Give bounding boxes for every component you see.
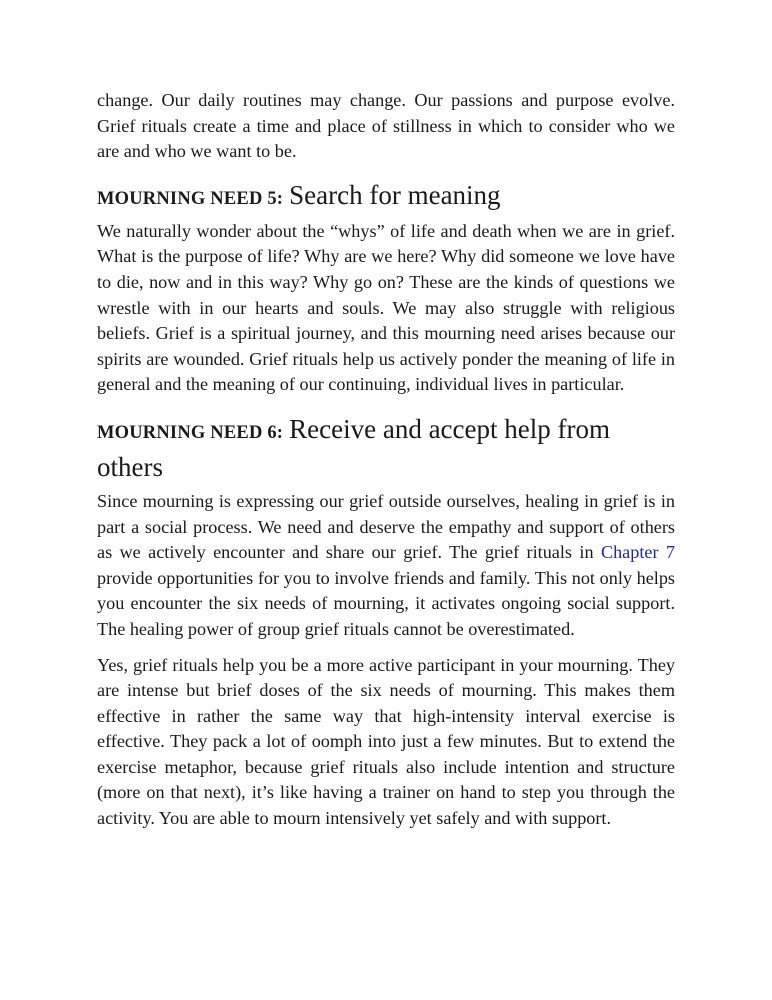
heading-title: Receive and accept help from others bbox=[97, 413, 610, 482]
need-6-text-end: provide opportunities for you to involve friends and family. This not only helps you encounter the six needs of mourning, it activates ongoing social support. The healing power of group grief rituals cannot be overestimated. bbox=[97, 567, 675, 639]
chapter-7-link[interactable]: Chapter 7 bbox=[600, 542, 675, 563]
closing-paragraph: Yes, grief rituals help you be a more active participant in your mourning. They are intense but brief doses of the six needs of mourning. This makes them effective in rather the same way that high-intensity interval exercise is effective. They pack a lot of oomph into just a few minutes. But to extend the exercise metaphor, because grief rituals also include intention and structure (more on that next), it’s like having a trainer on hand to step you through the activity. You are able to mourn intensively yet safely and with support. bbox=[97, 654, 675, 829]
section-heading-need-5 bbox=[97, 178, 675, 216]
heading-prefix: MOURNING NEED 5: bbox=[97, 188, 284, 209]
intro-paragraph: change. Our daily routines may change. Our passions and purpose evolve. Grief rituals create a time and place of stillness in which to consider who we are and who we want to be. bbox=[97, 90, 675, 162]
need-5-paragraph: We naturally wonder about the “whys” of life and death when we are in grief. What is the purpose of life? Why are we here? Why did someone we love have to die, now and in this way? Why go on? These are the kinds of questions we wrestle with in our hearts and souls. We may also struggle with religious beliefs. Grief is a spiritual journey, and this mourning need arises because our spirits are wounded. Grief rituals help us actively ponder the meaning of life in general and the meaning of our continuing, individual lives in particular. bbox=[97, 220, 675, 395]
heading-title: Search for meaning bbox=[289, 179, 501, 210]
section-heading-need-6 bbox=[97, 412, 675, 486]
need-6-paragraph bbox=[97, 489, 675, 643]
heading-prefix: MOURNING NEED 6: bbox=[97, 422, 284, 443]
need-6-text-start: Since mourning is expressing our grief outside ourselves, healing in grief is in part a social process. We need and deserve the empathy and support of others as we actively encounter and share our grief. The grief rituals in bbox=[97, 490, 675, 563]
page-content bbox=[97, 88, 675, 832]
